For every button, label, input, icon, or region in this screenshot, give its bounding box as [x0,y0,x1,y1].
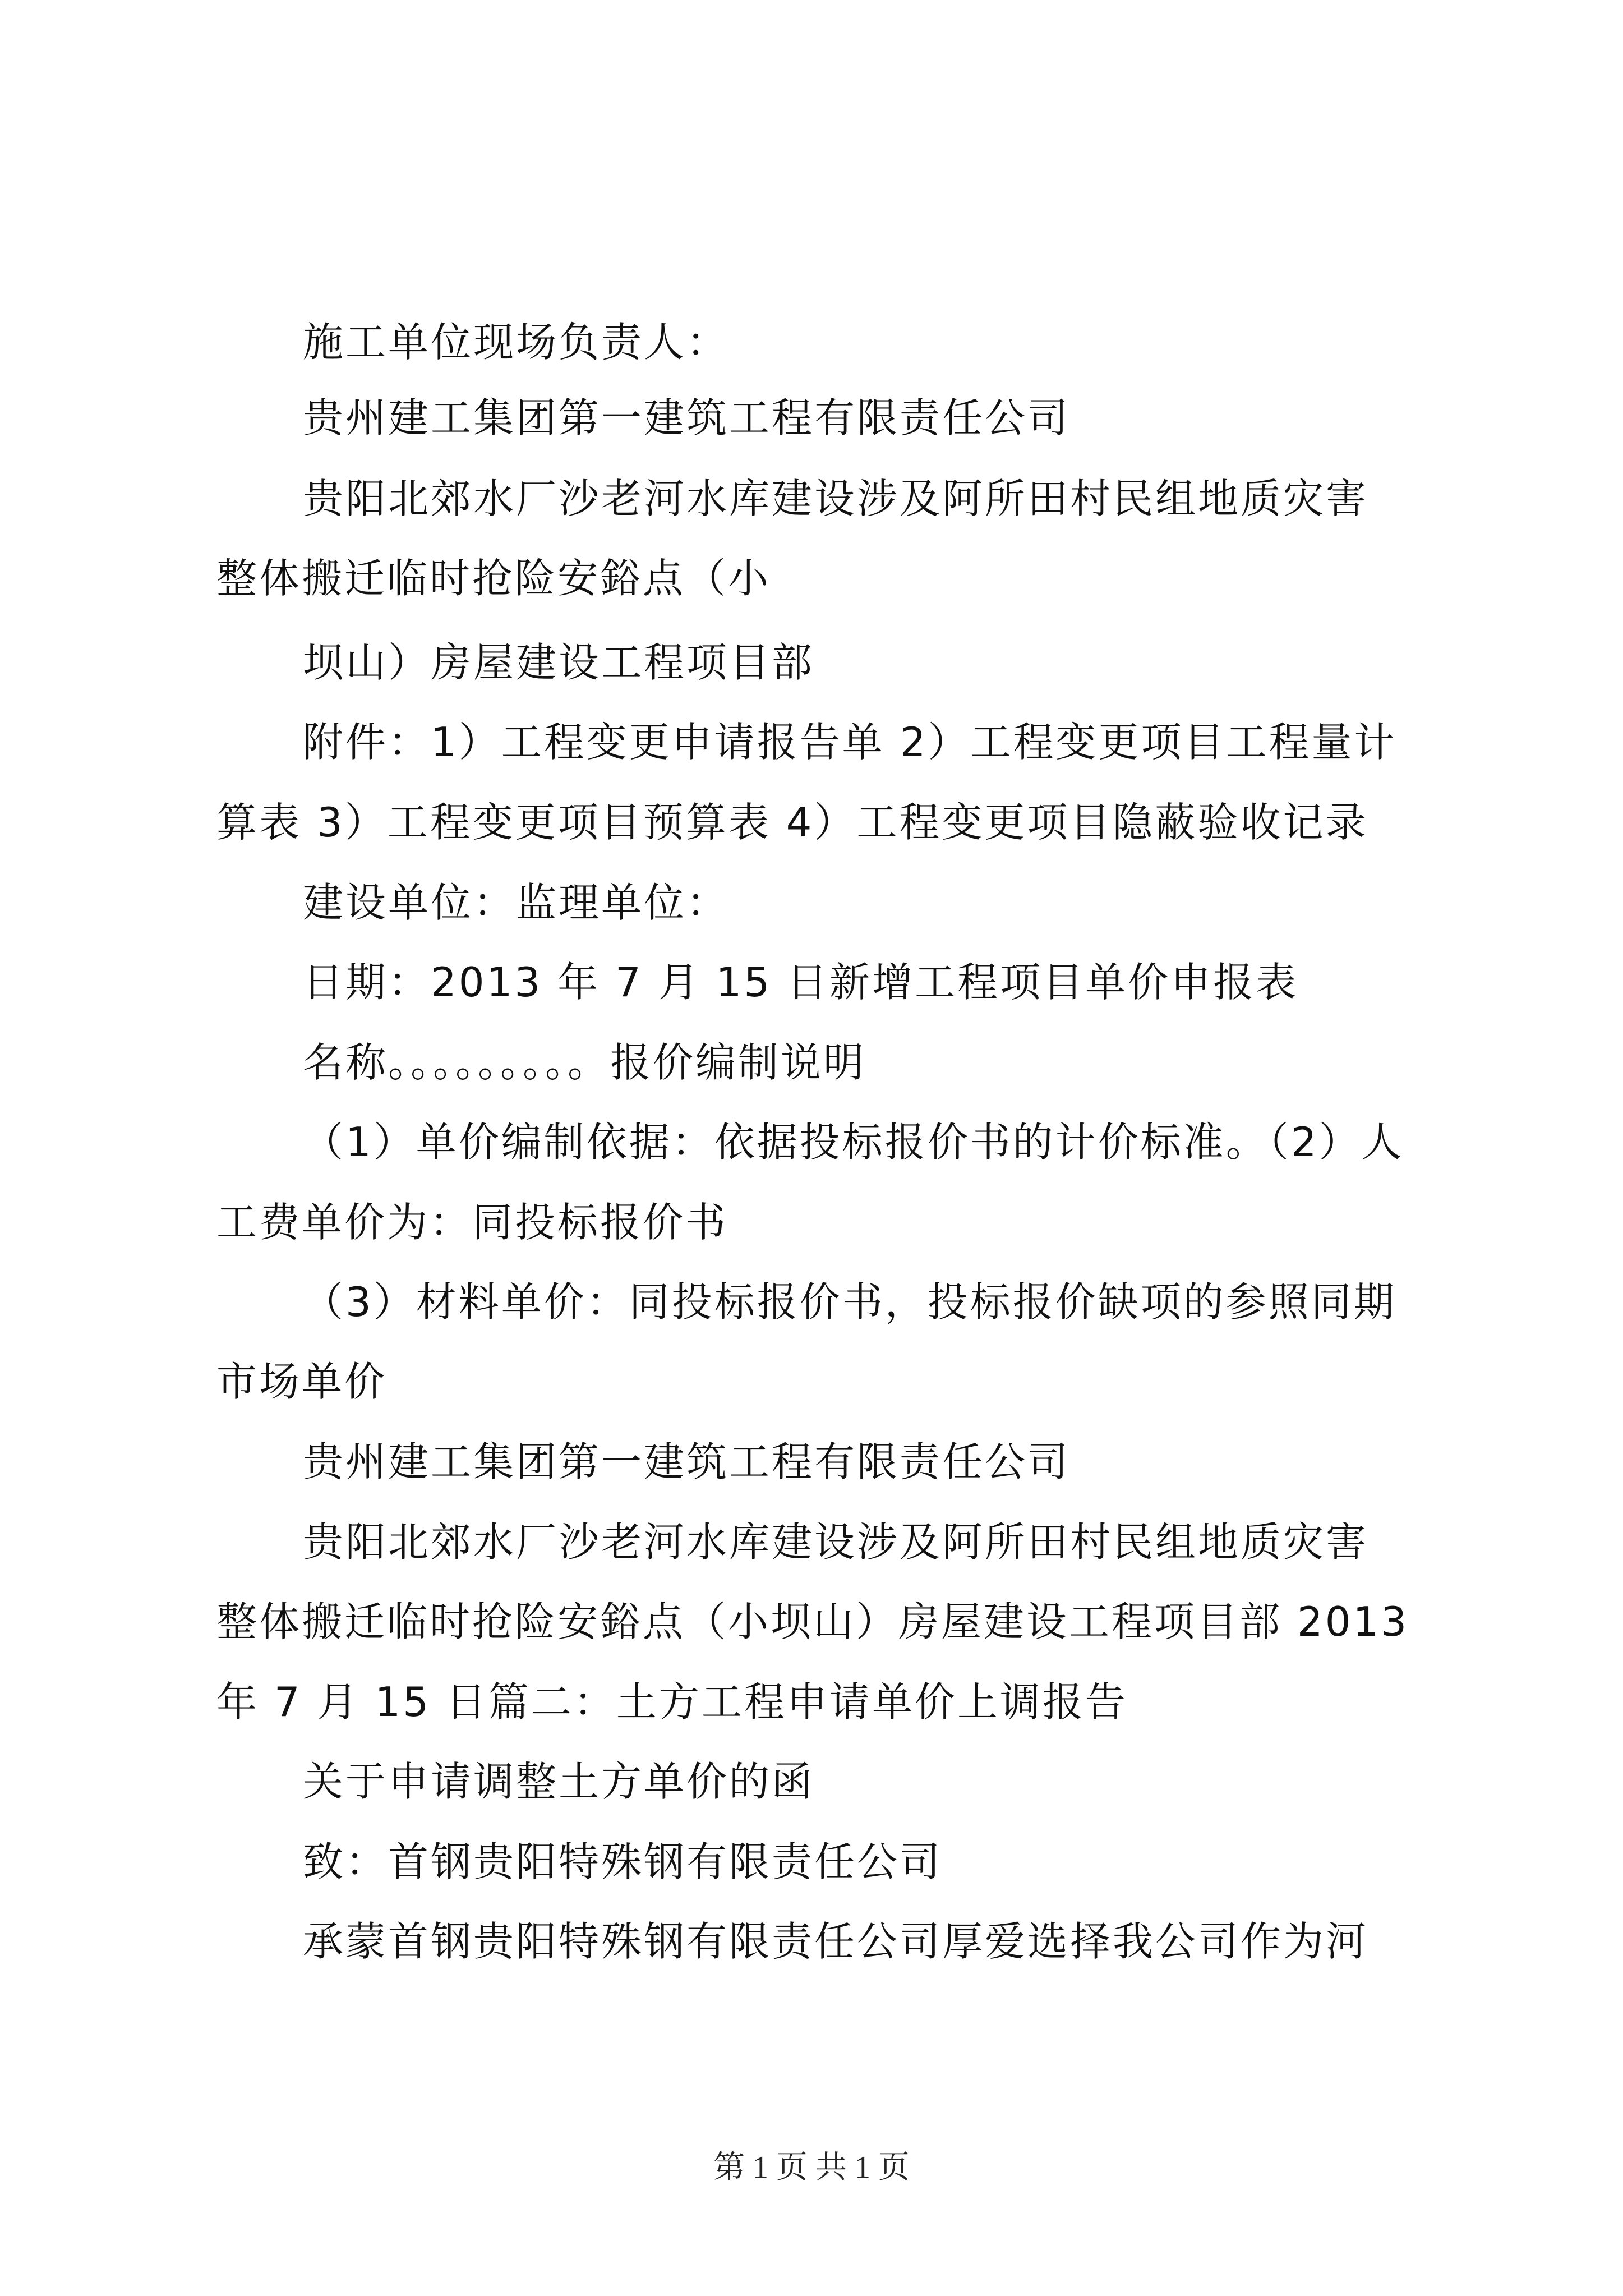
body-line-date: 日期：2013 年 7 月 15 日新增工程项目单价申报表 [303,959,1299,1006]
body-line-company-2: 贵州建工集团第一建筑工程有限责任公司 [303,1438,1071,1485]
body-line-attachments-2: 算表 3）工程变更项目预算表 4）工程变更项目隐蔽验收记录 [216,799,1368,846]
body-line-attachments-1: 附件：1）工程变更申请报告单 2）工程变更项目工程量计 [303,719,1397,766]
body-line-letter-start: 承蒙首钢贵阳特殊钢有限责任公司厚爱选择我公司作为河 [303,1918,1369,1965]
body-line-project-1: 贵阳北郊水厂沙老河水库建设涉及阿所田村民组地质灾害 [303,475,1369,522]
body-line-basis: （1）单价编制依据：依据投标报价书的计价标准。（2）人 [303,1119,1404,1166]
body-line-market: 市场单价 [216,1358,388,1405]
page-footer: 第 1 页 共 1 页 [713,2150,910,2185]
body-line-labor: 工费单价为：同投标报价书 [216,1199,728,1246]
body-line-project-2: 整体搬迁临时抢险安鋊点（小 [216,555,771,602]
body-line-material: （3）材料单价：同投标报价书，投标报价缺项的参照同期 [303,1278,1396,1326]
body-line-project-3: 坝山）房屋建设工程项目部 [303,639,815,686]
body-line-responsible-person: 施工单位现场负责人： [303,319,730,366]
body-line-company: 贵州建工集团第一建筑工程有限责任公司 [303,394,1071,441]
body-line-project-5: 整体搬迁临时抢险安鋊点（小坝山）房屋建设工程项目部 2013 [216,1598,1409,1645]
body-line-date-2: 年 7 月 15 日篇二：土方工程申请单价上调报告 [216,1678,1128,1726]
body-line-letter-title: 关于申请调整土方单价的函 [303,1758,815,1805]
body-line-units: 建设单位：监理单位： [303,879,730,926]
body-line-name-note: 名称。。。。。。。。。报价编制说明 [303,1039,866,1086]
body-line-project-4: 贵阳北郊水厂沙老河水库建设涉及阿所田村民组地质灾害 [303,1519,1369,1566]
body-line-recipient: 致：首钢贵阳特殊钢有限责任公司 [303,1838,943,1885]
